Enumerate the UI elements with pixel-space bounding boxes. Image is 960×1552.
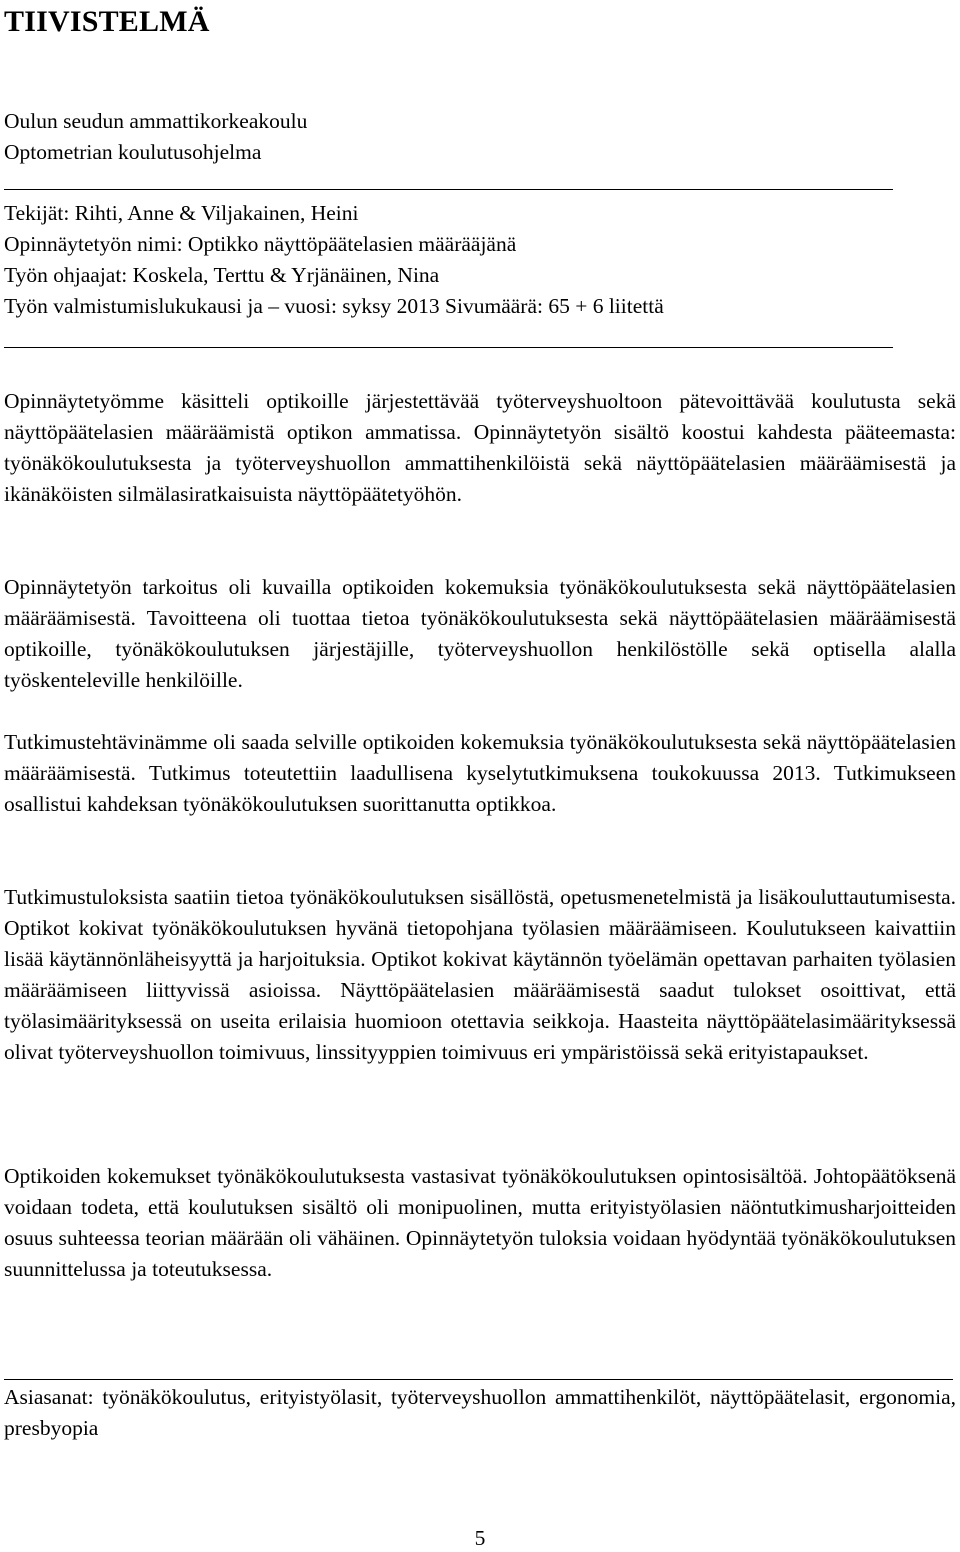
keywords: Asiasanat: työnäkökoulutus, erityistyölasit, työterveyshuollon ammattihenkilöt, näyttöpäätelasit, ergonomia, presbyopia <box>4 1385 956 1440</box>
abstract-paragraph-5: Optikoiden kokemukset työnäkökoulutuksesta vastasivat työnäkökoulutuksen opintosisältöä. Johtopäätöksenä voidaan todeta, että koulutuksen sisältö oli monipuolinen, mutta erityistyölasien näöntutkimusharjoitteiden osuus suhteessa teorian määrään oli vähäinen. Opinnäytetyön tuloksia voidaan hyödyntää työnäkökoulutuksen suunnittelussa ja toteutuksessa. <box>4 1164 956 1281</box>
completion-line: Työn valmistumislukukausi ja – vuosi: syksy 2013 Sivumäärä: 65 + 6 liitettä <box>4 294 664 318</box>
supervisors-line: Työn ohjaajat: Koskela, Terttu & Yrjänäinen, Nina <box>4 263 440 287</box>
school-name: Oulun seudun ammattikorkeakoulu <box>4 109 308 133</box>
organization-block <box>4 106 904 168</box>
abstract-paragraph-1: Opinnäytetyömme käsitteli optikoille järjestettävää työterveyshuoltoon pätevoittävää koulutusta sekä näyttöpäätelasien määräämistä optikon ammatissa. Opinnäytetyön sisältö koostui kahdesta pääteemasta: työnäkökoulutuksesta ja työterveyshuollon ammattihenkilöistä sekä näyttöpäätelasien määräämisestä ja ikänäköisten silmälasiratkaisuista näyttöpäätetyöhön. <box>4 389 956 506</box>
divider-bottom <box>4 1379 953 1380</box>
divider-middle <box>4 347 893 348</box>
abstract-paragraph-2: Opinnäytetyön tarkoitus oli kuvailla optikoiden kokemuksia työnäkökoulutuksesta sekä näyttöpäätelasien määräämisestä. Tavoitteena oli tuottaa tietoa työnäkökoulutuksesta sekä näyttöpäätelasien määräämisestä optikoille, työnäkökoulutuksen järjestäjille, työterveyshuollon henkilöstölle sekä optisella alalla työskenteleville henkilöille. <box>4 575 956 692</box>
abstract-paragraph-4: Tutkimustuloksista saatiin tietoa työnäkökoulutuksen sisällöstä, opetusmenetelmistä ja lisäkouluttautumisesta. Optikot kokivat työnäkökoulutuksen hyvänä tietopohjana työlasien määräämiseen. Koulutukseen kaivattiin lisää käytännönläheisyyttä ja harjoituksia. Optikot kokivat käytännön työelämän opettavan parhaiten työlasien määräämiseen liittyvissä asioissa. Näyttöpäätelasien määräämisestä saadut tulokset osoittivat, että työlasimäärityksessä on useita erilaisia huomioon otettavia seikkoja. Haasteita näyttöpäätelasimäärityksessä olivat työterveyshuollon toimivuus, linssityyppien toimivuus eri ympäristöissä sekä erityistapaukset. <box>4 885 956 1064</box>
abstract-paragraph-3: Tutkimustehtävinämme oli saada selville optikoiden kokemuksia työnäkökoulutuksesta sekä näyttöpäätelasien määräämisestä. Tutkimus toteutettiin laadullisena kyselytutkimuksena toukokuussa 2013. Tutkimukseen osallistui kahdeksan työnäkökoulutuksen suorittanutta optikkoa. <box>4 730 956 816</box>
divider-top <box>4 189 893 190</box>
page-title: TIIVISTELMÄ <box>4 5 210 38</box>
thesis-title-line: Opinnäytetyön nimi: Optikko näyttöpäätelasien määrääjänä <box>4 232 517 256</box>
thesis-metadata <box>4 198 904 322</box>
degree-program: Optometrian koulutusohjelma <box>4 140 262 164</box>
authors-line: Tekijät: Rihti, Anne & Viljakainen, Heini <box>4 201 359 225</box>
page-number: 5 <box>474 1526 486 1550</box>
